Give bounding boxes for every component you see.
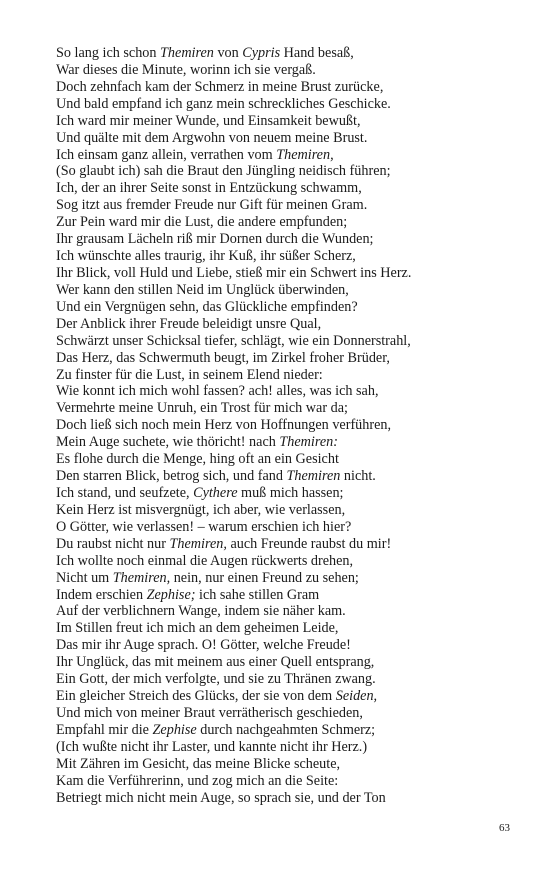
poem-line (56, 451, 496, 468)
poem-line (56, 299, 496, 316)
poem-line-text: Und ein Vergnügen sehn, das Glückliche empfinden? (56, 298, 358, 315)
poem-line-text: Es flohe durch die Menge, hing oft an ein Gesicht (56, 451, 339, 468)
poem-line (56, 282, 496, 299)
poem-line-text: Sog itzt aus fremder Freude nur Gift für meinen Gram. (56, 197, 368, 214)
poem-line-text: Den starren Blick, betrog sich, und fand (56, 468, 287, 485)
poem-line (56, 367, 496, 384)
poem-line (56, 130, 496, 147)
poem-line (56, 197, 496, 214)
poem-line (56, 45, 496, 62)
poem-line-text: Du raubst nicht nur (56, 535, 170, 552)
poem-line (56, 350, 496, 367)
poem-line-italic-name: Themiren, (169, 535, 227, 552)
poem-line (56, 113, 496, 130)
poem-line (56, 705, 496, 722)
poem-line-text: Nicht um (56, 569, 113, 586)
poem-line (56, 417, 496, 434)
poem-line-text: (So glaubt ich) sah die Braut den Jüngling neidisch führen; (56, 163, 391, 180)
poem-line-text: Doch zehnfach kam der Schmerz in meine Brust zurücke, (56, 78, 384, 95)
poem-line-italic-name: Cypris (242, 45, 281, 61)
poem-line-text: muß mich hassen; (237, 484, 344, 501)
poem-line-italic-name: Themiren, (112, 569, 171, 586)
poem-line-text: Und quälte mit dem Argwohn von neuem meine Brust. (56, 129, 368, 146)
poem-line-italic-name: Themiren, (276, 146, 334, 163)
poem-line-text: Ihr Blick, voll Huld und Liebe, stieß mir ein Schwert ins Herz. (56, 264, 412, 281)
poem-line-text: Hand besaß, (280, 45, 354, 61)
poem-line-italic-name: Zephise (152, 721, 197, 738)
poem-line-text: Der Anblick ihrer Freude beleidigt unsre Qual, (56, 315, 322, 332)
poem-line (56, 383, 496, 400)
poem-line-text: Ich stand, und seufzete, (56, 484, 194, 501)
poem-line (56, 536, 496, 553)
poem-line-text: ich sahe stillen Gram (195, 586, 320, 603)
poem-line-text: Wie konnt ich mich wohl fassen? ach! alles, was ich sah, (56, 383, 379, 400)
poem-line-italic-name: Themiren: (279, 434, 338, 451)
poem-line-text: Auf der verblichnern Wange, indem sie näher kam. (56, 603, 346, 620)
poem-line (56, 654, 496, 671)
poem-line-text: Empfahl mir die (56, 721, 153, 738)
poem-line-text: Betriegt mich nicht mein Auge, so sprach sie, und der Ton (56, 789, 386, 806)
poem-line (56, 400, 496, 417)
poem-line-text: O Götter, wie verlassen! – warum erschien ich hier? (56, 518, 352, 535)
poem-line-text: Das mir ihr Auge sprach. O! Götter, welche Freude! (56, 637, 351, 654)
poem-line (56, 603, 496, 620)
poem-line-text: durch nachgeahmten Schmerz; (196, 721, 376, 738)
poem-line (56, 248, 496, 265)
poem-line-italic-name: Themiren (286, 468, 341, 485)
poem-line-text: Das Herz, das Schwermuth beugt, im Zirkel froher Brüder, (56, 349, 390, 366)
poem-line (56, 265, 496, 282)
poem-line (56, 637, 496, 654)
poem-text-block (56, 45, 496, 806)
poem-line (56, 214, 496, 231)
poem-line-text: Vermehrte meine Unruh, ein Trost für mich war da; (56, 400, 348, 417)
poem-line (56, 553, 496, 570)
poem-line (56, 739, 496, 756)
poem-line-text: von (213, 45, 243, 61)
poem-line-text: nein, nur einen Freund zu sehen; (170, 569, 359, 586)
poem-line (56, 519, 496, 536)
poem-line-text: auch Freunde raubst du mir! (226, 535, 392, 552)
poem-line-text: Ein Gott, der mich verfolgte, und sie zu Thränen zwang. (56, 671, 376, 688)
poem-line-text: Ein gleicher Streich des Glücks, der sie von dem (56, 688, 336, 705)
poem-line-text: Doch ließ sich noch mein Herz von Hoffnungen verführen, (56, 417, 392, 434)
poem-line-text: Und bald empfand ich ganz mein schreckliches Geschicke. (56, 95, 391, 112)
poem-line-text: Indem erschien (56, 586, 147, 603)
poem-line (56, 570, 496, 587)
poem-line-text: So lang ich schon (56, 45, 161, 61)
poem-line (56, 485, 496, 502)
poem-line-text: nicht. (340, 468, 376, 485)
poem-line (56, 96, 496, 113)
poem-line-text: Kein Herz ist misvergnügt, ich aber, wie verlassen, (56, 501, 346, 518)
poem-line-text: Wer kann den stillen Neid im Unglück überwinden, (56, 281, 349, 298)
poem-line-italic-name: Themiren (160, 45, 214, 61)
poem-line-text: Im Stillen freut ich mich an dem geheimen Leide, (56, 620, 339, 637)
poem-line (56, 231, 496, 248)
poem-line-text: Schwärzt unser Schicksal tiefer, schlägt, wie ein Donnerstrahl, (56, 332, 411, 349)
poem-line (56, 620, 496, 637)
poem-line (56, 180, 496, 197)
poem-line-text: Und mich von meiner Braut verrätherisch geschieden, (56, 704, 363, 721)
poem-line (56, 434, 496, 451)
page-number: 63 (499, 822, 510, 834)
poem-line-italic-name: Seiden, (335, 688, 378, 705)
poem-line (56, 468, 496, 485)
poem-line-text: Zur Pein ward mir die Lust, die andere empfunden; (56, 214, 348, 231)
poem-line (56, 688, 496, 705)
poem-line (56, 773, 496, 790)
poem-line-text: (Ich wußte nicht ihr Laster, und kannte nicht ihr Herz.) (56, 738, 368, 755)
poem-line-text: Ihr grausam Lächeln riß mir Dornen durch die Wunden; (56, 231, 374, 248)
poem-line-text: Ich einsam ganz allein, verrathen vom (56, 146, 277, 163)
poem-line-italic-name: Zephise; (146, 586, 196, 603)
poem-line (56, 790, 496, 807)
poem-line-text: Ich wünschte alles traurig, ihr Kuß, ihr süßer Scherz, (56, 248, 356, 265)
poem-line-text: War dieses die Minute, worinn ich sie vergaß. (56, 61, 316, 78)
poem-line (56, 502, 496, 519)
poem-line (56, 722, 496, 739)
poem-line-text: Mit Zähren im Gesicht, das meine Blicke scheute, (56, 755, 341, 772)
poem-line (56, 147, 496, 164)
poem-line-text: Kam die Verführerinn, und zog mich an die Seite: (56, 772, 339, 789)
poem-line (56, 587, 496, 604)
poem-line-text: Ich wollte noch einmal die Augen rückwerts drehen, (56, 552, 354, 569)
poem-line (56, 756, 496, 773)
poem-line (56, 333, 496, 350)
poem-line (56, 316, 496, 333)
poem-line-text: Ich ward mir meiner Wunde, und Einsamkeit bewußt, (56, 112, 361, 129)
poem-line-italic-name: Cythere (193, 484, 238, 501)
poem-line (56, 79, 496, 96)
poem-line-text: Ihr Unglück, das mit meinem aus einer Quell entsprang, (56, 654, 375, 671)
poem-line-text: Ich, der an ihrer Seite sonst in Entzückung schwamm, (56, 180, 362, 197)
poem-line-text: Mein Auge suchete, wie thöricht! nach (56, 434, 280, 451)
poem-line (56, 62, 496, 79)
poem-line (56, 163, 496, 180)
poem-line-text: Zu finster für die Lust, in seinem Elend nieder: (56, 366, 323, 383)
poem-line (56, 671, 496, 688)
